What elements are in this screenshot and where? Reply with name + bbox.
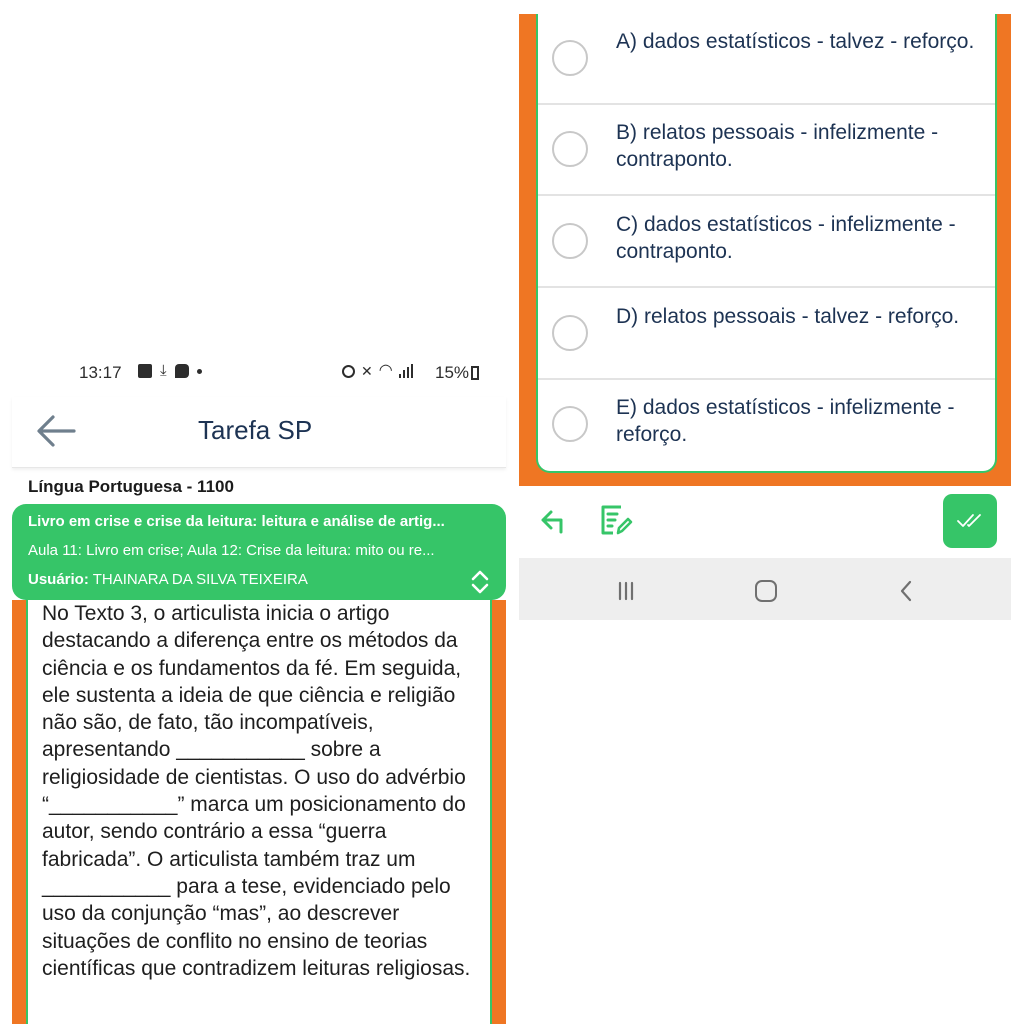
arrow-left-icon[interactable] [36, 414, 76, 448]
option-label: C) dados estatísticos - infelizmente - contraponto. [616, 213, 956, 263]
left-screenshot [12, 0, 506, 1024]
lesson-subtitle: Aula 11: Livro em crise; Aula 12: Crise da leitura: mito ou re... [28, 542, 435, 559]
home-icon[interactable] [755, 580, 777, 602]
option-e[interactable] [538, 380, 995, 471]
app-bar [12, 397, 506, 468]
option-d[interactable] [538, 289, 995, 380]
status-time: 13:17 [79, 363, 122, 382]
question-text: No Texto 3, o articulista inicia o artigo destacando a diferença entre os métodos da ciência e os fundamentos da fé. Em seguida, ele sustenta a ideia de que ciência e religião não são, de fato, tão incompatíveis, apresentando ___________ sobre a religiosidade de cientistas. O uso do advérbio “___________” marca um posicionamento do autor, sendo contrário a essa “guerra fabricada”. O articulista também traz um ___________ para a tese, evidenciado pelo uso da conjunção “mas”, ao descrever situações de conflito no ensino de teorias científicas que contradizem leituras religiosas. [42, 602, 471, 980]
question-card [26, 600, 492, 1024]
top-fade [519, 0, 1011, 14]
right-screenshot [519, 0, 1011, 620]
bottom-toolbar [519, 486, 1011, 558]
double-check-icon [956, 513, 984, 529]
message-notification-icon [175, 364, 189, 378]
status-bar [12, 361, 506, 387]
option-label: A) dados estatísticos - talvez - reforço. [616, 30, 975, 53]
radio-button[interactable] [552, 131, 588, 167]
nav-back-icon[interactable] [899, 580, 913, 602]
battery-percent: 15% [435, 363, 470, 382]
android-nav-bar [519, 558, 1011, 620]
option-b[interactable] [538, 105, 995, 196]
battery-indicator [435, 363, 479, 383]
reply-arrow-icon[interactable] [539, 508, 569, 534]
notification-icons [138, 364, 202, 378]
user-label: Usuário: [28, 571, 89, 588]
more-notifications-icon [197, 369, 202, 374]
download-notification-icon: ⤓ [160, 362, 167, 379]
radio-button[interactable] [552, 406, 588, 442]
battery-icon [471, 366, 479, 380]
recent-apps-icon[interactable] [616, 581, 636, 601]
option-label: B) relatos pessoais - infelizmente - contraponto. [616, 121, 939, 171]
task-info-card[interactable] [12, 504, 506, 600]
chevron-up-down-icon[interactable] [470, 570, 490, 594]
user-name: THAINARA DA SILVA TEIXEIRA [92, 571, 308, 588]
page-title: Tarefa SP [198, 415, 313, 445]
alarm-icon [342, 365, 355, 378]
mute-icon: ✕ [361, 363, 373, 379]
submit-button[interactable] [943, 494, 997, 548]
lesson-title: Livro em crise e crise da leitura: leitura e análise de artig... [28, 513, 445, 530]
option-a[interactable] [538, 14, 995, 105]
signal-icon [399, 364, 413, 378]
radio-button[interactable] [552, 315, 588, 351]
options-card [536, 14, 997, 473]
radio-button[interactable] [552, 223, 588, 259]
subject-heading: Língua Portuguesa - 1100 [28, 477, 234, 496]
edit-note-icon[interactable] [599, 503, 633, 537]
user-info [28, 571, 308, 588]
question-frame [12, 600, 506, 1024]
option-c[interactable] [538, 197, 995, 288]
option-label: E) dados estatísticos - infelizmente - reforço. [616, 396, 955, 446]
radio-button[interactable] [552, 40, 588, 76]
option-label: D) relatos pessoais - talvez - reforço. [616, 305, 960, 328]
image-notification-icon [138, 364, 152, 378]
wifi-icon: ◠ [378, 362, 393, 379]
system-icons [342, 364, 413, 378]
